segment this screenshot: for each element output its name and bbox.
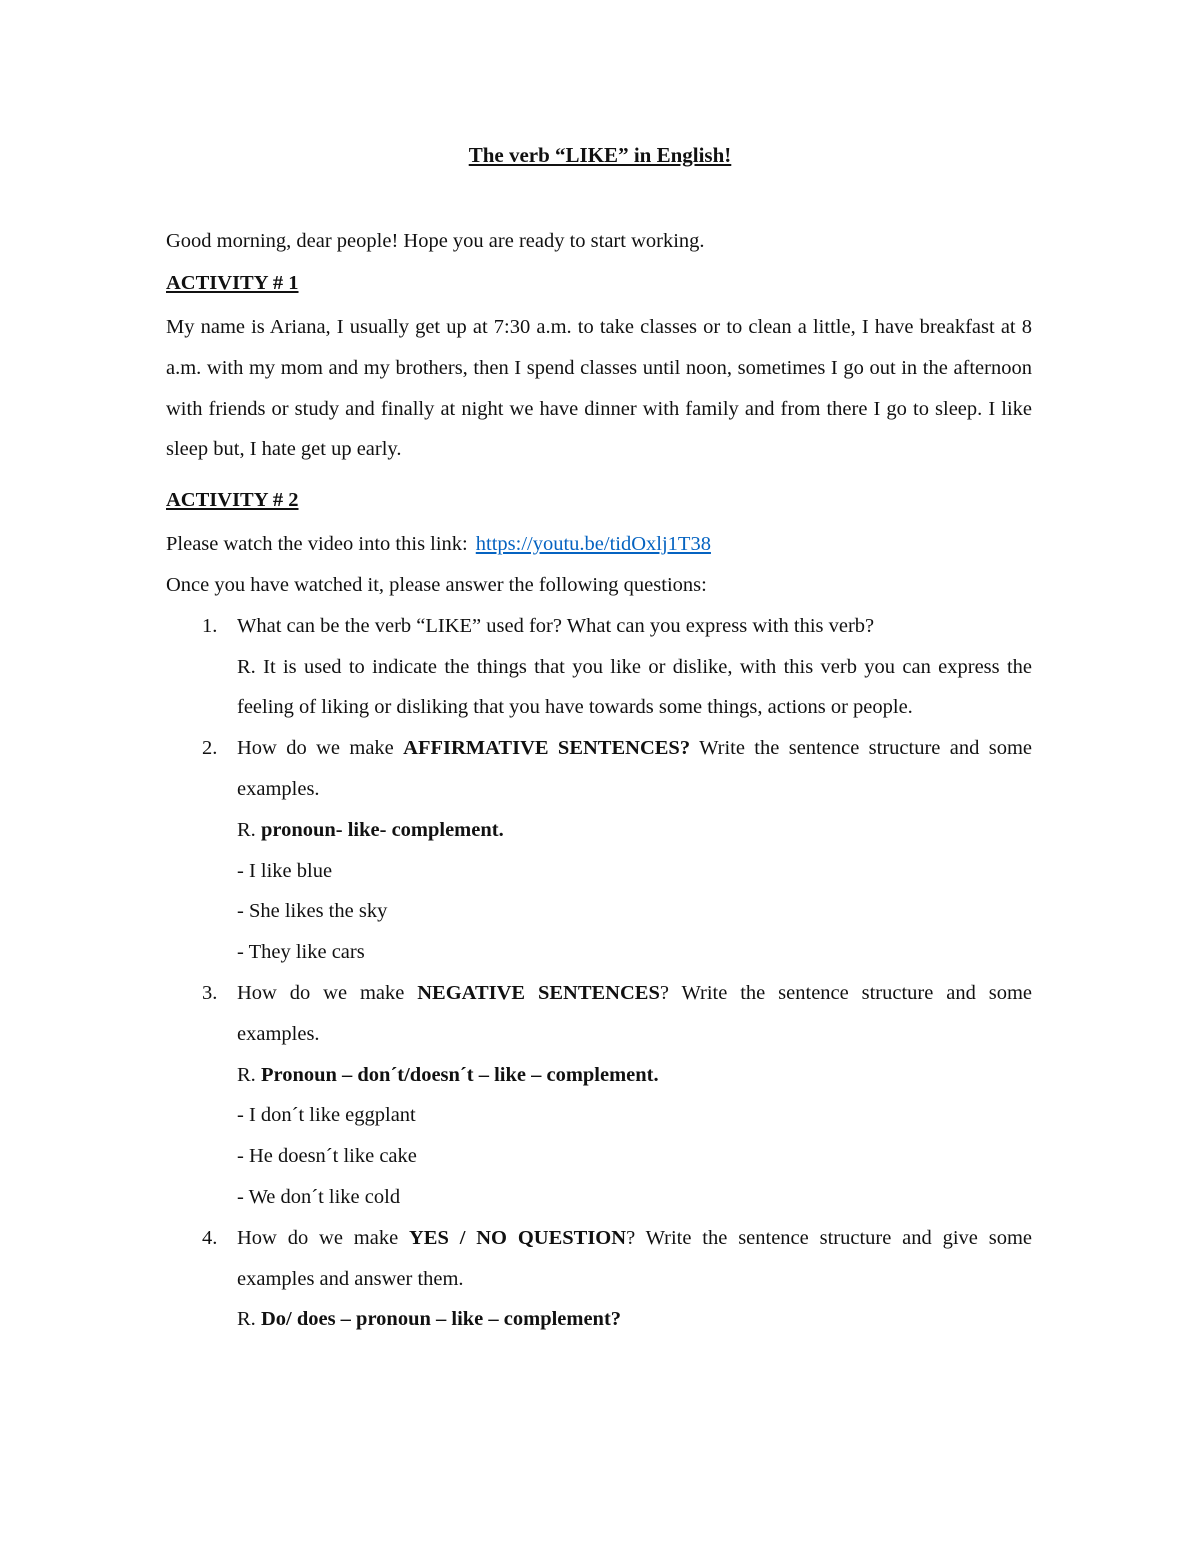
question-number: 4. <box>202 1226 218 1249</box>
answer-structure-bold: Pronoun – don´t/doesn´t – like – complement. <box>260 1063 659 1086</box>
question-4 <box>166 1218 1032 1340</box>
answer-structure <box>237 1055 1032 1096</box>
greeting: Good morning, dear people! Hope you are ready to start working. <box>166 230 705 252</box>
document-title: The verb “LIKE” in English! <box>468 143 732 167</box>
answer-structure-bold: pronoun- like- complement. <box>260 818 504 841</box>
question-text-end: ? Write the sentence structure and some examples. <box>237 981 1033 1045</box>
question-text: What can be the verb “LIKE” used for? What can you express with this verb? <box>237 614 875 637</box>
activity-1-heading: ACTIVITY # 1 <box>166 272 299 294</box>
question-3 <box>166 973 1032 1218</box>
question-text-start: How do we make <box>237 1226 409 1249</box>
answer-prefix: R. <box>237 1308 261 1331</box>
example: - I like blue <box>237 859 333 882</box>
question-number: 2. <box>202 737 218 760</box>
instructions: Once you have watched it, please answer the following questions: <box>166 573 707 596</box>
activity-1-text: My name is Ariana, I usually get up at 7:30 a.m. to take classes or to clean a little, I have breakfast at 8 a.m. with my mom and my brothers, then I spend classes until noon, sometimes I go out in the afternoon with friends or study and finally at night we have dinner with family and from there I go to sleep. I like sleep but, I hate get up early. <box>166 316 1032 461</box>
example: - We don´t like cold <box>237 1185 401 1208</box>
answer-structure <box>237 810 1032 851</box>
question-text <box>237 973 1032 1055</box>
question-number: 1. <box>202 614 218 637</box>
video-link[interactable]: https://youtu.be/tidOxlj1T38 <box>475 533 711 556</box>
question-number: 3. <box>202 981 218 1004</box>
answer-structure <box>237 1299 1032 1340</box>
question-text-start: How do we make <box>237 737 404 760</box>
example: - He doesn´t like cake <box>237 1145 417 1168</box>
answer-structure-bold: Do/ does – pronoun – like – complement? <box>260 1308 622 1331</box>
answer-prefix: R. <box>237 1063 261 1086</box>
example: - I don´t like eggplant <box>237 1104 416 1127</box>
activity-2-heading: ACTIVITY # 2 <box>166 489 299 512</box>
question-keyword: YES / NO QUESTION <box>409 1226 627 1249</box>
video-prompt-line <box>166 524 1032 565</box>
question-keyword: AFFIRMATIVE SENTENCES? <box>403 737 691 760</box>
question-text-end: Write the sentence structure and some examples. <box>237 737 1033 800</box>
question-text-start: How do we make <box>237 981 418 1004</box>
example: - They like cars <box>237 941 365 964</box>
question-text-end: ? Write the sentence structure and give some examples and answer them. <box>237 1226 1032 1290</box>
question-1 <box>166 606 1032 728</box>
question-keyword: NEGATIVE SENTENCES <box>417 981 660 1004</box>
answer-prefix: R. <box>237 818 261 841</box>
document-body <box>166 225 1032 1340</box>
question-text <box>237 728 1032 810</box>
question-text <box>237 1218 1032 1300</box>
question-2 <box>166 728 1032 973</box>
video-prompt: Please watch the video into this link: <box>166 533 468 556</box>
example: - She likes the sky <box>237 900 388 923</box>
answer-text: R. It is used to indicate the things that you like or dislike, with this verb you can express the feeling of liking or disliking that you have towards some things, actions or people. <box>237 655 1032 719</box>
